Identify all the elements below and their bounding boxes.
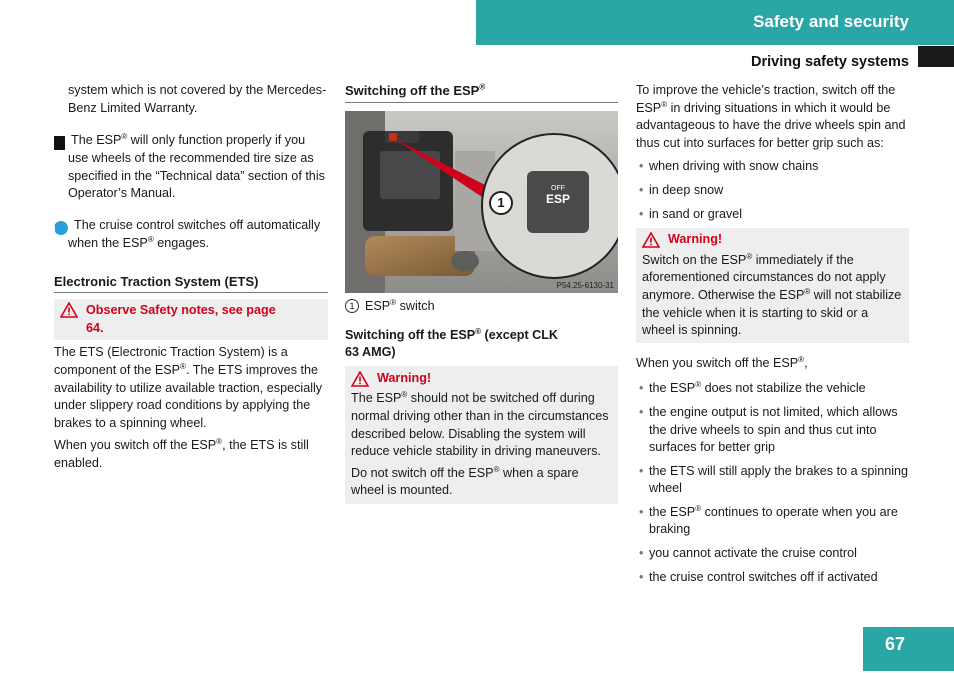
list-item: • in deep snow xyxy=(636,182,909,200)
image-code: P54.25-6130-31 xyxy=(556,281,614,290)
paragraph: When you switch off the ESP®, xyxy=(636,354,808,370)
list-item: • you cannot activate the cruise control xyxy=(636,545,909,563)
list-item: • in sand or gravel xyxy=(636,206,909,224)
list-item: • the engine output is not limited, which allows the drive wheels to spin and thus cut into surfaces for better grip xyxy=(636,404,909,457)
button-off-label: OFF xyxy=(551,185,565,192)
warning-text: Do not switch off the ESP® when a spare wheel is mounted. xyxy=(351,464,579,498)
warning-triangle-icon xyxy=(351,371,369,387)
warning-triangle-icon xyxy=(642,232,660,248)
column-left xyxy=(50,82,328,473)
info-icon: i xyxy=(54,221,68,235)
section-heading-esp-except: Switching off the ESP® (except CLK 63 AMG) xyxy=(345,326,559,360)
page-number-box xyxy=(863,627,954,671)
zoom-circle xyxy=(481,133,618,279)
list-item: • the cruise control switches off if activated xyxy=(636,569,909,587)
section-heading-ets: Electronic Traction System (ETS) xyxy=(54,273,328,294)
column-right xyxy=(636,82,909,586)
info-paragraph: i The cruise control switches off automatically when the ESP® engages. xyxy=(52,217,321,250)
paragraph: system which is not covered by the Mercedes-Benz Limited Warranty. xyxy=(68,83,327,115)
note-paragraph: ! The ESP® will only function properly if you use wheels of the recommended tire size as specified in the “Technical data” section of this Operator’s Manual. xyxy=(50,132,325,201)
section-header-bar xyxy=(476,0,954,45)
exclamation-icon: ! xyxy=(54,136,65,150)
list-item: • the ESP® continues to operate when you are braking xyxy=(636,504,909,539)
column-middle-lower xyxy=(345,298,618,504)
warning-triangle-icon xyxy=(60,302,78,318)
safety-notes-link[interactable]: Observe Safety notes, see page 64. xyxy=(86,303,276,335)
image-caption: 1 ESP® switch xyxy=(345,298,618,316)
paragraph: To improve the vehicle’s traction, switch off the ESP® in driving situations in which it would be advantageous to have the drive wheels spin and thus cut into surfaces for better grip such as: xyxy=(636,83,906,150)
button-esp-label: ESP xyxy=(545,192,570,206)
section-heading-esp: Switching off the ESP® xyxy=(345,82,618,103)
paragraph: The ETS (Electronic Traction System) is a component of the ESP®. The ETS improves the availability to utilize available traction, especially under slippery road conditions by applying the brakes to a spinning wheel. xyxy=(54,345,323,430)
safety-notes-title xyxy=(60,302,322,337)
warning-text: The ESP® should not be switched off during normal driving other than in the circumstances described below. Disabling the system will reduce vehicle stability in driving maneuvers. xyxy=(351,390,609,459)
list-item: • when driving with snow chains xyxy=(636,158,909,176)
callout-number: 1 xyxy=(489,191,513,215)
callout-number-icon: 1 xyxy=(345,299,359,313)
esp-off-button xyxy=(527,171,589,233)
page-number: 67 xyxy=(885,634,906,654)
paragraph: When you switch off the ESP®, the ETS is still enabled. xyxy=(54,437,309,470)
warning-title: Warning! xyxy=(351,370,612,388)
section-title: Safety and security xyxy=(753,12,909,31)
column-middle xyxy=(345,82,618,103)
warning-box xyxy=(636,228,909,343)
list-item: • the ETS will still apply the brakes to a spinning wheel xyxy=(636,463,909,498)
esp-switch-photo xyxy=(345,111,618,293)
list-item: • the ESP® does not stabilize the vehicle xyxy=(636,380,909,398)
thumb-tab xyxy=(918,46,954,67)
safety-notes-box xyxy=(54,299,328,340)
subsection-title: Driving safety systems xyxy=(751,54,909,70)
warning-title: Warning! xyxy=(642,231,903,249)
warning-box xyxy=(345,366,618,504)
warning-text: Switch on the ESP® immediately if the aforementioned circumstances do not apply anymore. Otherwise the ESP® will not stabilize the vehicle when it is starting to skid or a wheel is spinning. xyxy=(642,251,902,338)
